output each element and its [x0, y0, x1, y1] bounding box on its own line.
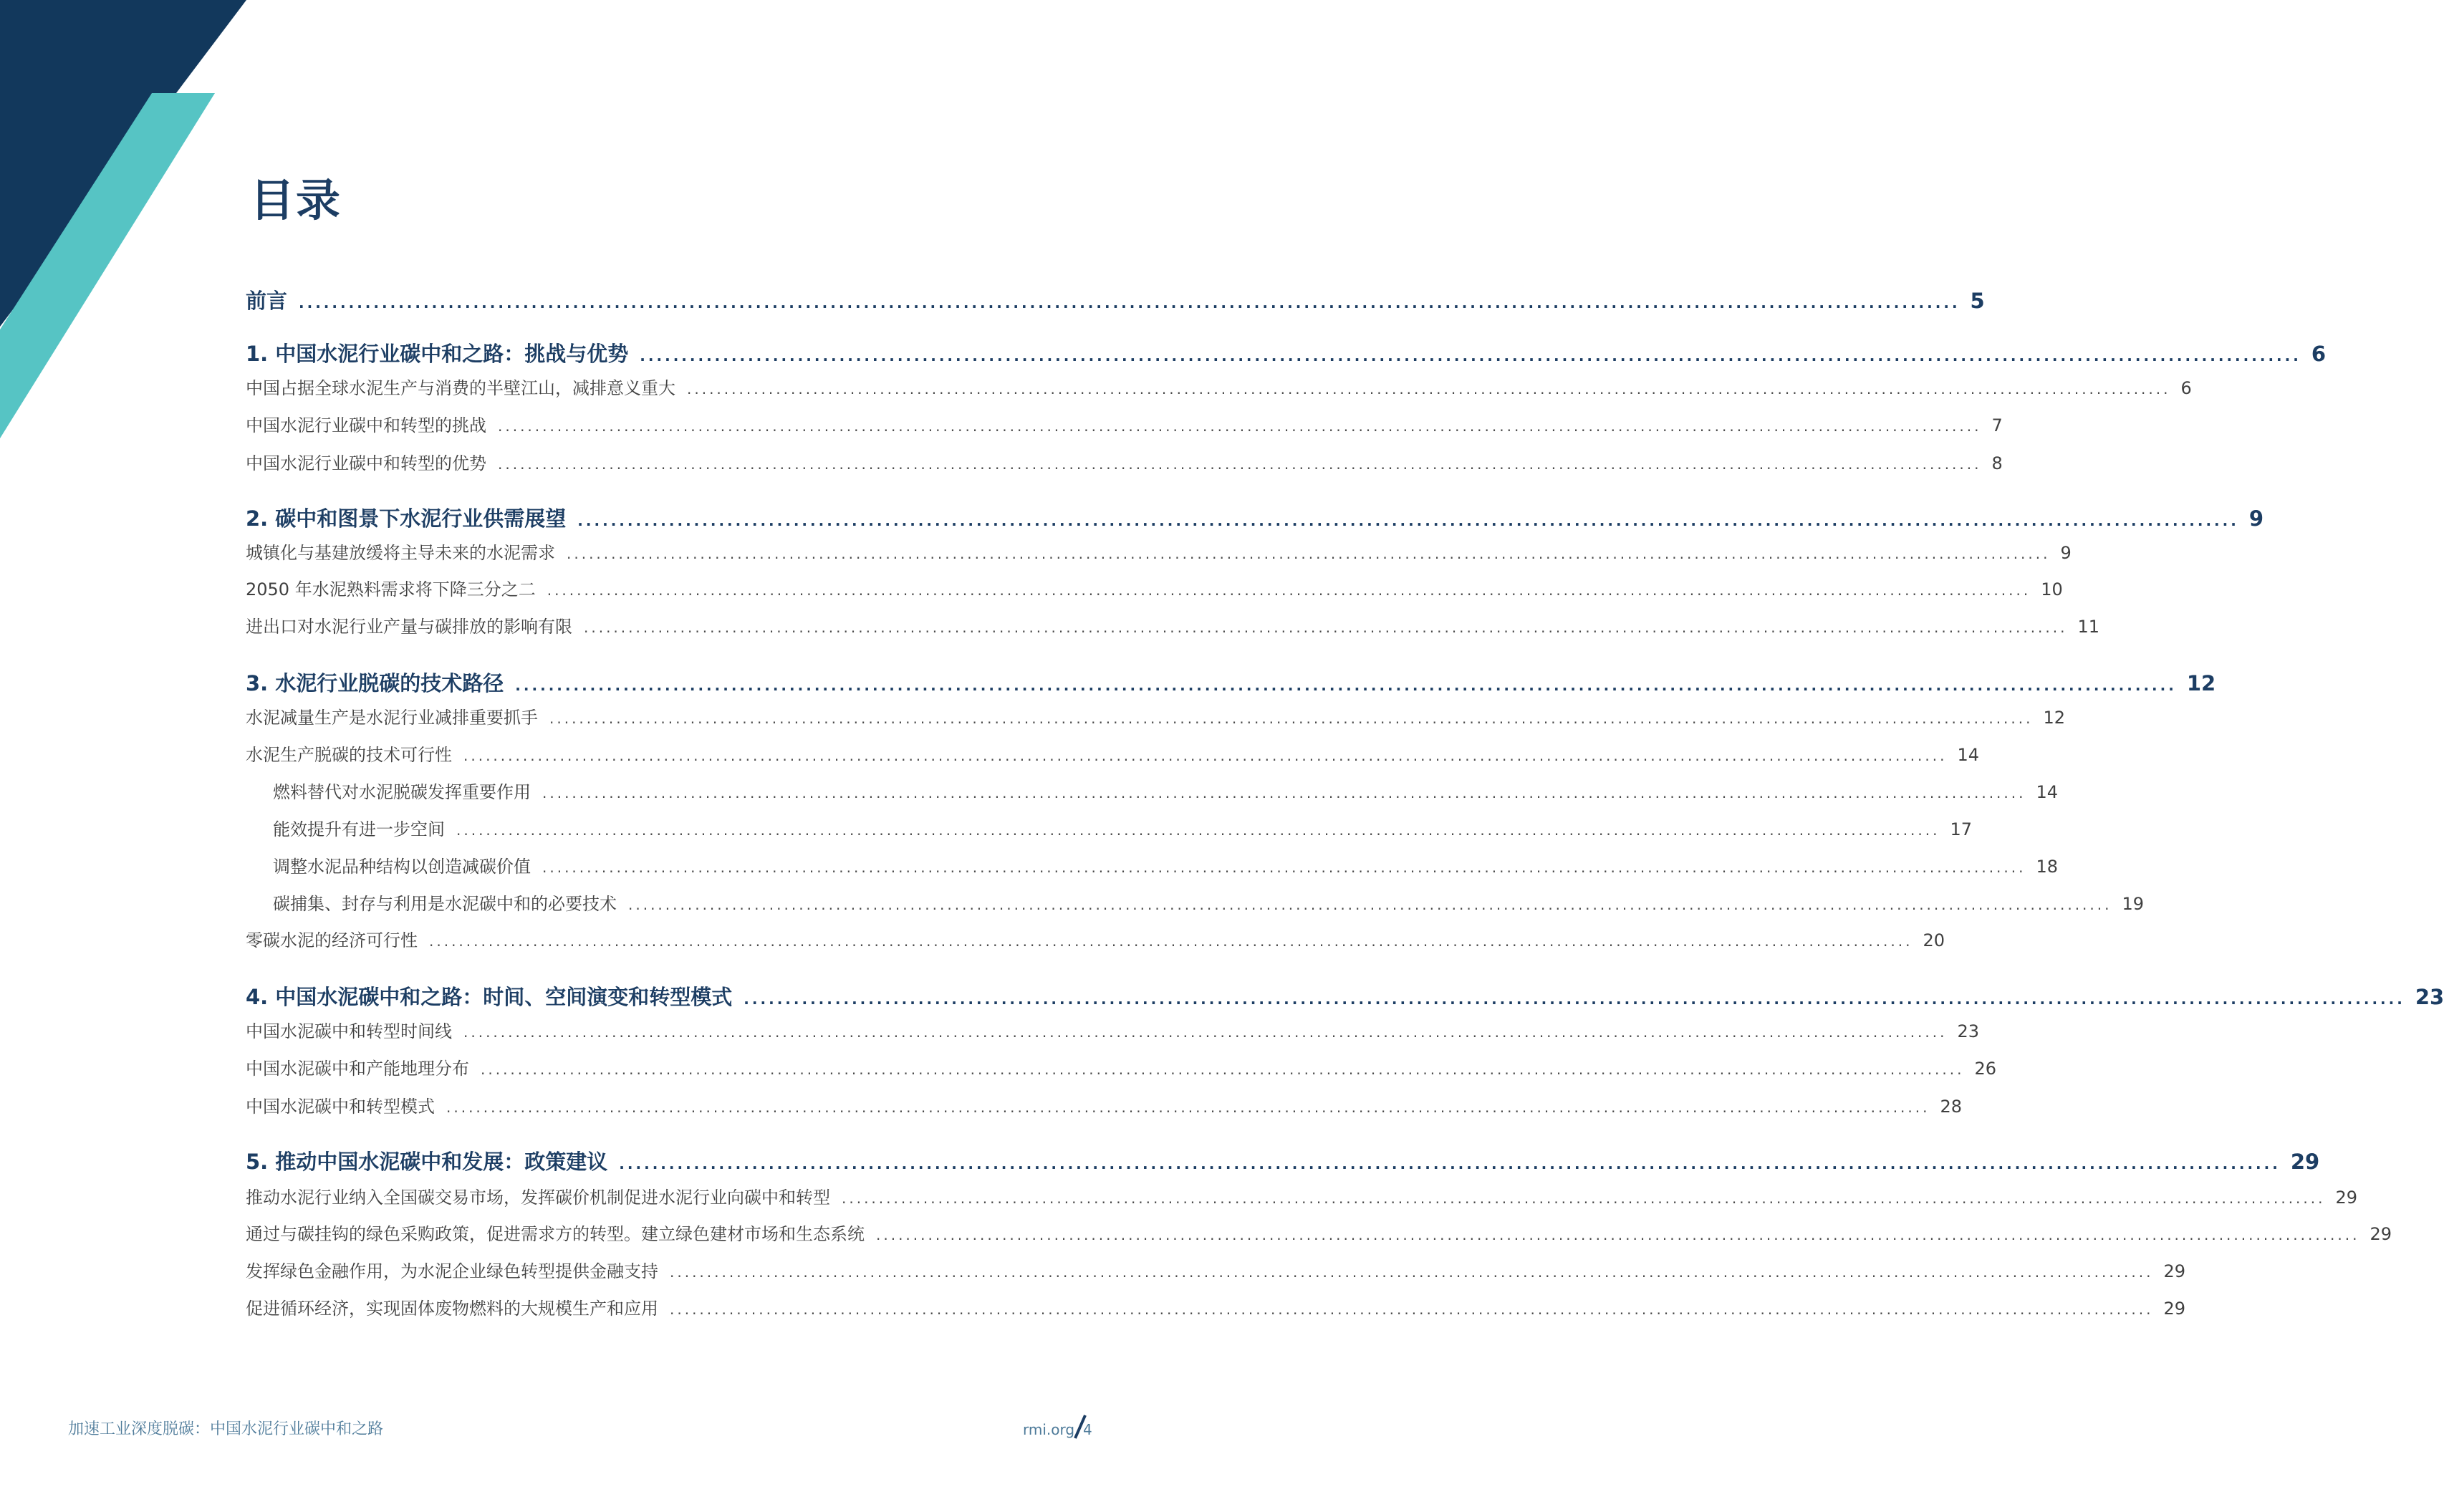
footer-site-link[interactable]: rmi.org — [1023, 1421, 1075, 1438]
dot-leader: ........................................................................................................................................................................................................ — [549, 710, 2034, 727]
toc-entry-label: 城镇化与基建放缓将主导未来的水泥需求 — [246, 543, 555, 563]
toc-entry-page: 29 — [2335, 1188, 2358, 1208]
corner-decoration — [0, 0, 244, 444]
toc-entry-page: 29 — [2370, 1224, 2392, 1244]
toc-entry-page: 10 — [2041, 579, 2063, 599]
toc-entry-page: 14 — [1957, 745, 1980, 765]
dot-leader: ........................................................................................................................................................................................................ — [640, 347, 2301, 365]
toc-section[interactable] — [246, 1146, 2320, 1175]
toc-entry-label: 能效提升有进一步空间 — [273, 819, 445, 839]
toc-entry-label: 零碳水泥的经济可行性 — [246, 930, 418, 950]
toc-entry-page: 5 — [1970, 289, 1985, 313]
page-title: 目录 — [250, 174, 342, 226]
toc-entry-page: 19 — [2122, 894, 2145, 914]
toc-entry-label: 5. 推动中国水泥碳中和发展：政策建议 — [246, 1150, 608, 1174]
dot-leader: ........................................................................................................................................................................................................ — [429, 933, 1913, 950]
toc-entry-label: 调整水泥品种结构以创造减碳价值 — [273, 857, 531, 877]
toc-subsection[interactable] — [246, 1092, 1963, 1117]
dot-leader: ........................................................................................................................................................................................................ — [670, 1263, 2154, 1281]
toc-entry-page: 9 — [2248, 506, 2264, 531]
toc-section[interactable] — [246, 981, 2444, 1011]
toc-subsubsection[interactable] — [246, 778, 2059, 803]
dot-leader: ........................................................................................................................................................................................................ — [577, 512, 2239, 529]
toc-entry-page: 6 — [2180, 378, 2192, 398]
toc-entry-label: 燃料替代对水泥脱碳发挥重要作用 — [273, 782, 531, 802]
toc-section[interactable] — [246, 668, 2216, 697]
toc-entry-label: 4. 中国水泥碳中和之路：时间、空间演变和转型模式 — [246, 985, 733, 1009]
toc-subsection[interactable] — [246, 1257, 2186, 1282]
toc-subsubsection[interactable] — [246, 815, 1973, 840]
toc-subsection[interactable] — [246, 1017, 1980, 1042]
toc-subsection[interactable] — [246, 539, 2072, 564]
toc-subsection[interactable] — [246, 411, 2003, 436]
toc-entry-label: 3. 水泥行业脱碳的技术路径 — [246, 671, 504, 695]
dot-leader: ........................................................................................................................................................................................................ — [542, 859, 2026, 876]
toc-entry-page: 9 — [2060, 543, 2072, 563]
toc-subsection[interactable] — [246, 1294, 2186, 1319]
toc-entry-page: 12 — [2186, 671, 2216, 695]
dot-leader: ........................................................................................................................................................................................................ — [670, 1301, 2154, 1318]
toc-entry-label: 推动水泥行业纳入全国碳交易市场，发挥碳价机制促进水泥行业向碳中和转型 — [246, 1188, 830, 1208]
dot-leader: ........................................................................................................................................................................................................ — [299, 294, 1961, 312]
toc-entry-page: 23 — [2415, 985, 2444, 1009]
toc-entry-page: 29 — [2163, 1261, 2186, 1281]
toc-entry-label: 水泥减量生产是水泥行业减排重要抓手 — [246, 708, 538, 728]
toc-entry-page: 12 — [2043, 708, 2066, 728]
toc-section[interactable] — [246, 285, 1985, 314]
dot-leader: ........................................................................................................................................................................................................ — [687, 380, 2171, 398]
toc-entry-label: 前言 — [246, 289, 288, 313]
toc-entry-page: 26 — [1974, 1059, 1997, 1079]
toc-subsection[interactable] — [246, 374, 2192, 399]
toc-entry-label: 进出口对水泥行业产量与碳排放的影响有限 — [246, 617, 572, 637]
dot-leader: ........................................................................................................................................................................................................ — [744, 991, 2405, 1008]
toc-entry-label: 促进循环经济，实现固体废物燃料的大规模生产和应用 — [246, 1299, 658, 1319]
dot-leader: ........................................................................................................................................................................................................ — [498, 418, 1982, 435]
dot-leader: ........................................................................................................................................................................................................ — [515, 677, 2177, 694]
toc-entry-page: 23 — [1957, 1021, 1980, 1041]
toc-entry-label: 中国水泥碳中和转型时间线 — [246, 1021, 452, 1041]
dot-leader: ........................................................................................................................................................................................................ — [498, 456, 1982, 473]
dot-leader: ........................................................................................................................................................................................................ — [481, 1061, 1965, 1078]
toc-entry-label: 1. 中国水泥行业碳中和之路：挑战与优势 — [246, 342, 629, 366]
toc-entry-page: 29 — [2163, 1299, 2186, 1319]
dot-leader: ........................................................................................................................................................................................................ — [619, 1155, 2281, 1172]
toc-entry-page: 17 — [1950, 819, 1973, 839]
toc-section[interactable] — [246, 338, 2327, 367]
dot-leader: ........................................................................................................................................................................................................ — [842, 1190, 2326, 1207]
toc-subsection[interactable] — [246, 741, 1980, 766]
toc-subsection[interactable] — [246, 703, 2066, 728]
toc-subsubsection[interactable] — [246, 852, 2059, 877]
dot-leader: ........................................................................................................................................................................................................ — [628, 896, 2112, 913]
toc-entry-label: 中国水泥行业碳中和转型的挑战 — [246, 415, 486, 435]
dot-leader: ........................................................................................................................................................................................................ — [446, 1099, 1930, 1116]
toc-entry-label: 发挥绿色金融作用，为水泥企业绿色转型提供金融支持 — [246, 1261, 658, 1281]
toc-entry-page: 18 — [2036, 857, 2059, 877]
footer-report-title: 加速工业深度脱碳：中国水泥行业碳中和之路 — [68, 1420, 384, 1438]
toc-entry-page: 14 — [2036, 782, 2059, 802]
toc-section[interactable] — [246, 503, 2264, 532]
toc-entry-page: 20 — [1923, 930, 1945, 950]
dot-leader: ........................................................................................................................................................................................................ — [463, 747, 1948, 764]
toc-entry-page: 28 — [1940, 1097, 1963, 1117]
dot-leader: ........................................................................................................................................................................................................ — [567, 545, 2051, 562]
toc-entry-page: 7 — [1991, 415, 2003, 435]
toc-entry-label: 水泥生产脱碳的技术可行性 — [246, 745, 452, 765]
toc-subsection[interactable] — [246, 612, 2100, 637]
toc-subsection[interactable] — [246, 1054, 1997, 1079]
toc-entry-page: 29 — [2290, 1150, 2320, 1174]
footer-page-number: 4 — [1083, 1421, 1092, 1438]
toc-entry-label: 通过与碳挂钩的绿色采购政策，促进需求方的转型。建立绿色建材市场和生态系统 — [246, 1224, 865, 1244]
dot-leader: ........................................................................................................................................................................................................ — [584, 619, 2068, 636]
dot-leader: ........................................................................................................................................................................................................ — [542, 784, 2026, 801]
toc-subsection[interactable] — [246, 449, 2003, 474]
toc-subsection[interactable] — [246, 1220, 2392, 1245]
toc-entry-label: 碳捕集、封存与利用是水泥碳中和的必要技术 — [273, 894, 617, 914]
toc-subsubsection[interactable] — [246, 890, 2145, 915]
toc-entry-label: 2. 碳中和图景下水泥行业供需展望 — [246, 506, 567, 531]
toc-entry-label: 中国水泥碳中和产能地理分布 — [246, 1059, 469, 1079]
toc-entry-label: 中国占据全球水泥生产与消费的半壁江山，减排意义重大 — [246, 378, 675, 398]
toc-entry-page: 6 — [2311, 342, 2327, 366]
toc-entry-page: 8 — [1991, 453, 2003, 473]
dot-leader: ........................................................................................................................................................................................................ — [456, 822, 1940, 839]
toc-entry-page: 11 — [2077, 617, 2100, 637]
toc-subsection[interactable] — [246, 1183, 2358, 1208]
dot-leader: ........................................................................................................................................................................................................ — [876, 1226, 2360, 1243]
toc-entry-label: 中国水泥碳中和转型模式 — [246, 1097, 435, 1117]
toc-entry-label: 中国水泥行业碳中和转型的优势 — [246, 453, 486, 473]
toc-subsection[interactable] — [246, 926, 1945, 951]
dot-leader: ........................................................................................................................................................................................................ — [547, 582, 2031, 599]
toc-subsection[interactable] — [246, 575, 2063, 600]
toc-entry-label: 2050 年水泥熟料需求将下降三分之二 — [246, 579, 536, 599]
dot-leader: ........................................................................................................................................................................................................ — [463, 1024, 1948, 1041]
